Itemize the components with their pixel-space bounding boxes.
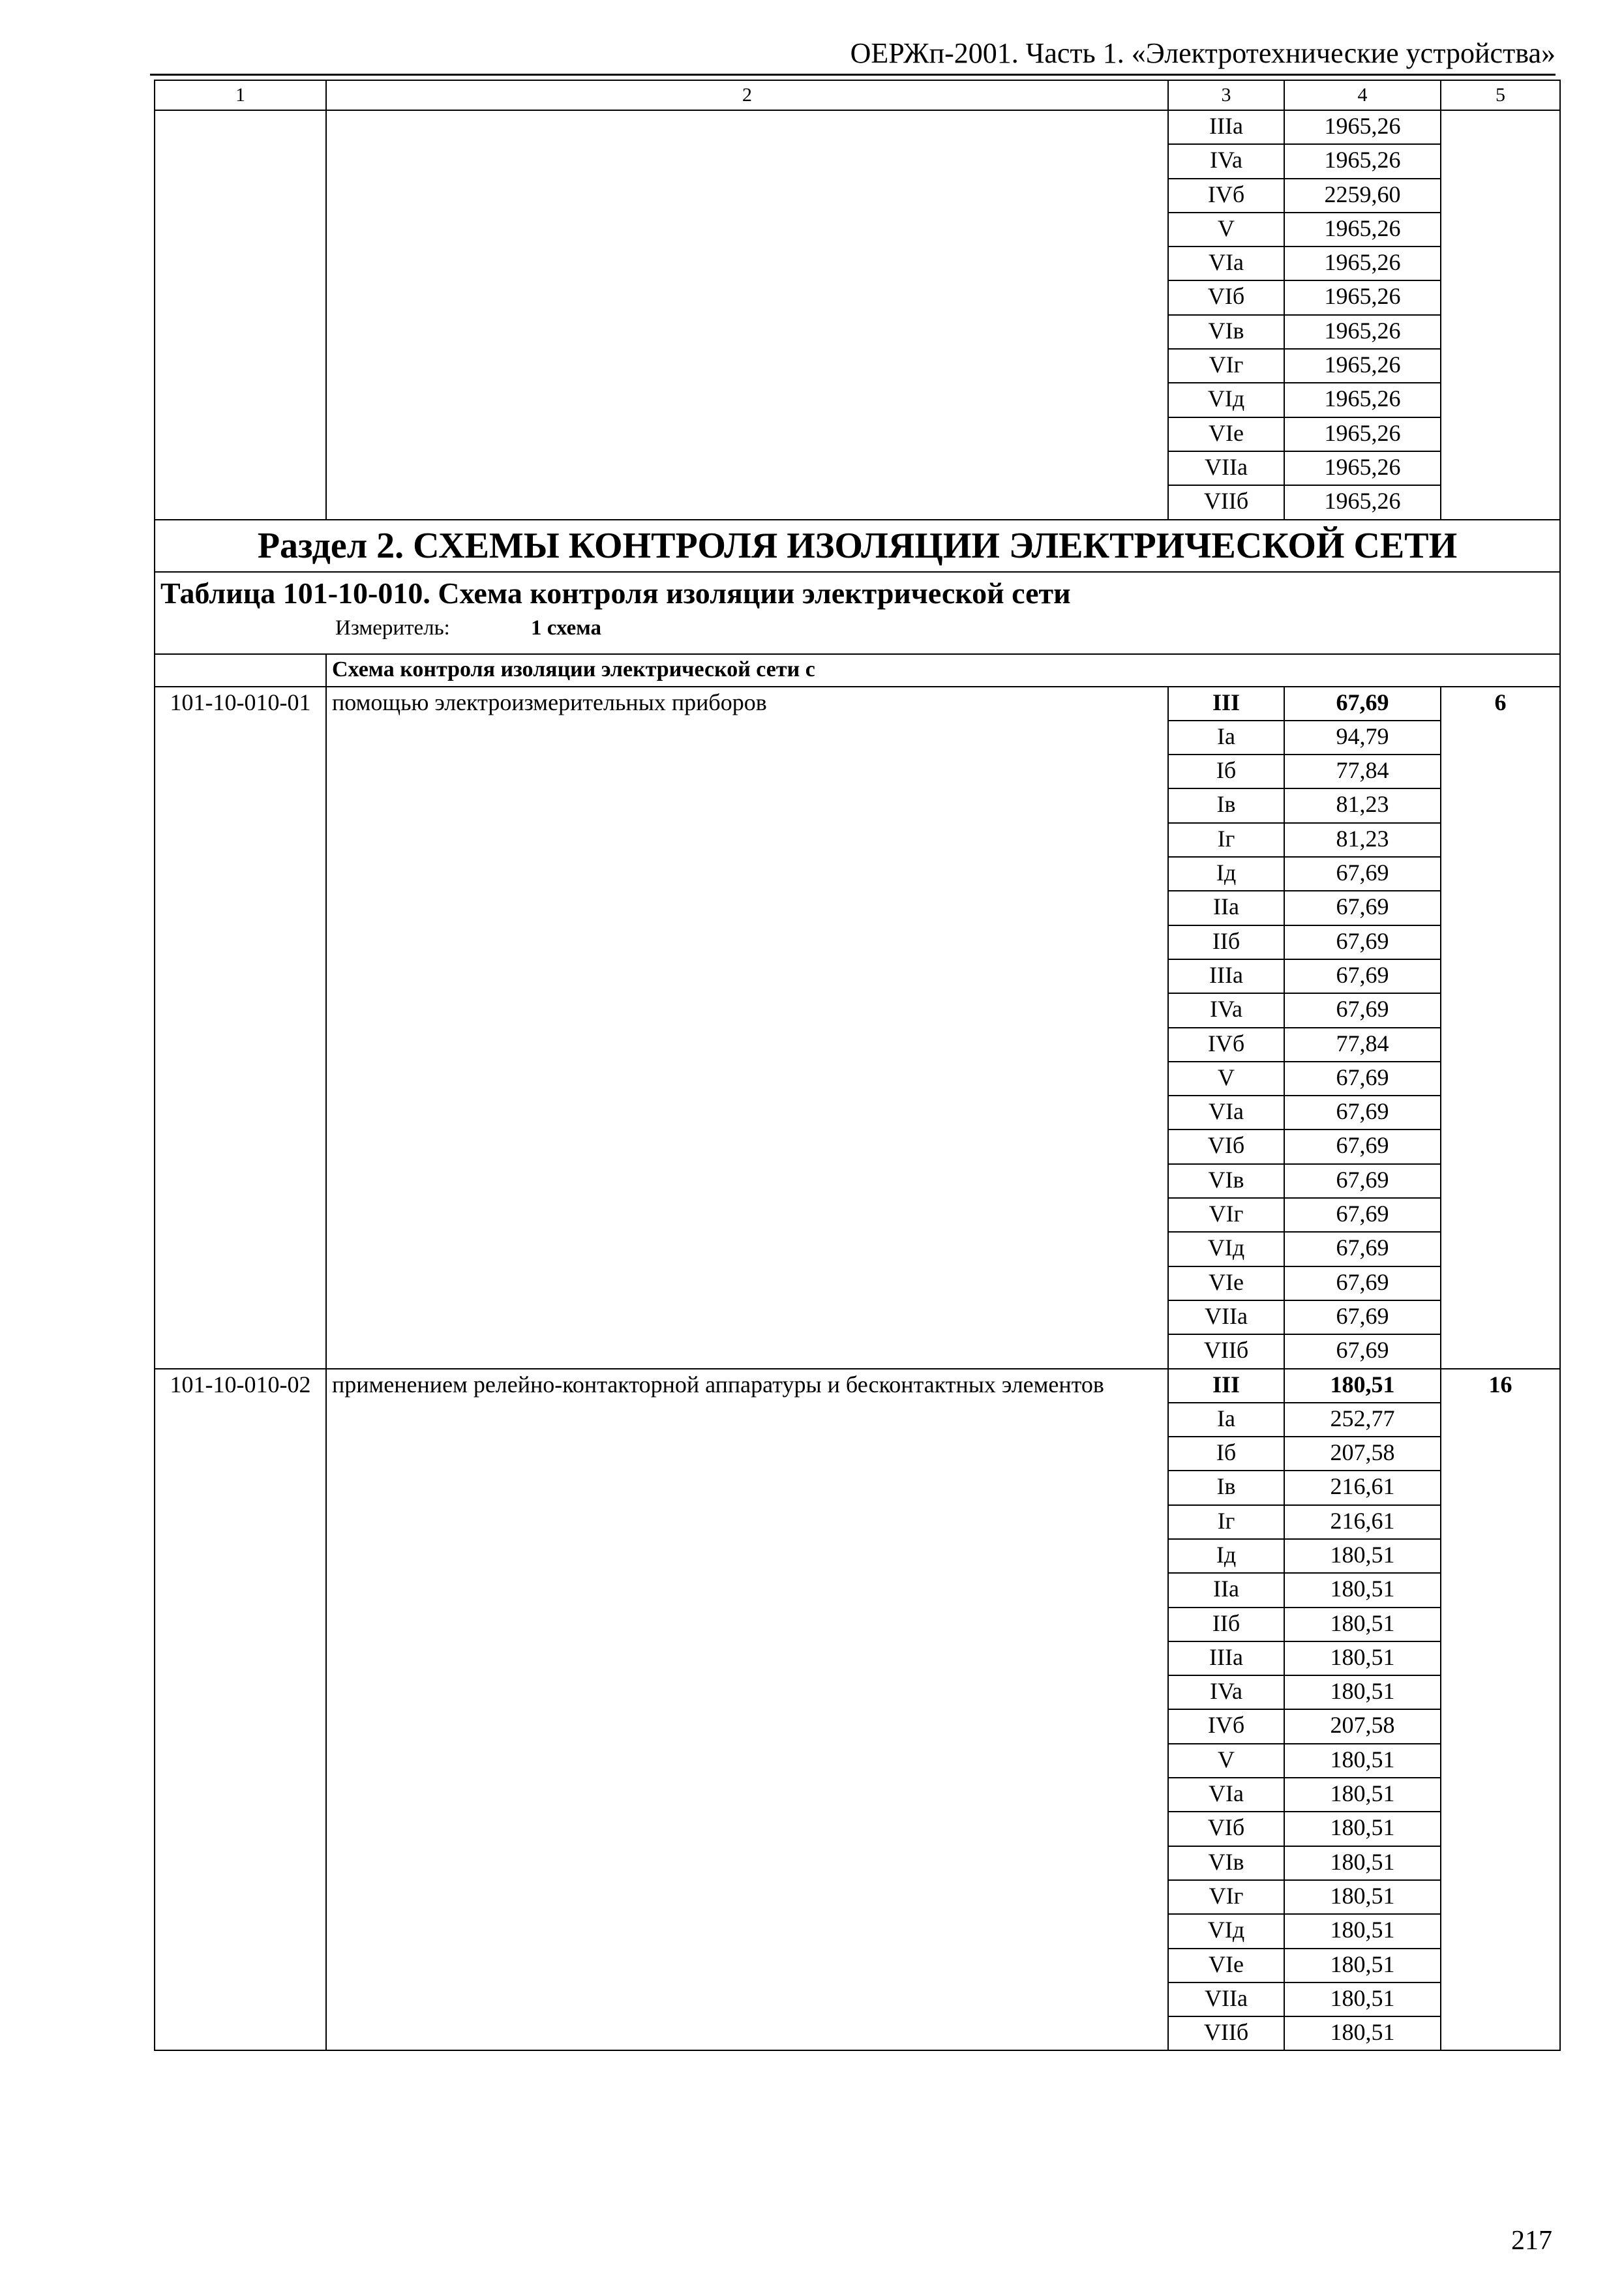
- region-cell: VIд: [1168, 1914, 1284, 1948]
- region-cell: VIIa: [1168, 1982, 1284, 2016]
- region-cell: VIa: [1168, 1778, 1284, 1812]
- value-cell: 67,69: [1284, 959, 1441, 993]
- value-cell: 67,69: [1284, 1334, 1441, 1368]
- region-cell: IIб: [1168, 1608, 1284, 1641]
- region-cell: VIд: [1168, 383, 1284, 417]
- value-cell: 1965,26: [1284, 485, 1441, 519]
- value-cell: 77,84: [1284, 755, 1441, 788]
- region-cell: VIa: [1168, 247, 1284, 280]
- value-cell: 67,69: [1284, 1266, 1441, 1300]
- value-cell: 1965,26: [1284, 144, 1441, 178]
- item-description: помощью электроизмерительных приборов: [326, 687, 1168, 1369]
- column-number-cell: 5: [1441, 80, 1560, 110]
- value-cell: 180,51: [1284, 1982, 1441, 2016]
- value-cell: 2259,60: [1284, 179, 1441, 213]
- region-cell: VIб: [1168, 1812, 1284, 1846]
- code-cell: [155, 110, 326, 520]
- value-cell: 180,51: [1284, 1744, 1441, 1778]
- rates-table: [154, 80, 1561, 2051]
- column-number-cell: 1: [155, 80, 326, 110]
- table-title: Таблица 101-10-010. Схема контроля изоляции электрической сети: [160, 576, 1071, 610]
- item-col5: 16: [1441, 1369, 1560, 2051]
- value-cell: 67,69: [1284, 1300, 1441, 1334]
- value-cell: 67,69: [1284, 857, 1441, 891]
- region-cell: IVa: [1168, 993, 1284, 1027]
- region-cell: IVб: [1168, 179, 1284, 213]
- region-cell: Iб: [1168, 1437, 1284, 1471]
- subheading-text: Схема контроля изоляции электрической сети с: [326, 654, 1560, 687]
- subheading-row: [155, 654, 1560, 687]
- region-cell: VIIб: [1168, 485, 1284, 519]
- region-cell: VIб: [1168, 1130, 1284, 1163]
- column-number-cell: 2: [326, 80, 1168, 110]
- page-number: 217: [1511, 2226, 1552, 2256]
- value-cell: 180,51: [1284, 1949, 1441, 1982]
- region-cell: V: [1168, 1744, 1284, 1778]
- region-cell: VIв: [1168, 1846, 1284, 1880]
- region-cell: Ia: [1168, 721, 1284, 755]
- region-cell: VIe: [1168, 1949, 1284, 1982]
- region-cell: Iб: [1168, 755, 1284, 788]
- measure-line: [160, 612, 1554, 644]
- value-cell: 216,61: [1284, 1505, 1441, 1539]
- item-col5: 6: [1441, 687, 1560, 1369]
- region-cell: V: [1168, 1062, 1284, 1096]
- rates-table-body: [155, 80, 1560, 2050]
- measure-value: 1 схема: [531, 616, 602, 640]
- region-cell: VIб: [1168, 280, 1284, 314]
- value-cell: 94,79: [1284, 721, 1441, 755]
- region-cell: IIa: [1168, 891, 1284, 925]
- value-cell: 216,61: [1284, 1471, 1441, 1504]
- region-cell: VIa: [1168, 1096, 1284, 1130]
- value-cell: 1965,26: [1284, 247, 1441, 280]
- value-cell: 81,23: [1284, 788, 1441, 822]
- region-cell: V: [1168, 213, 1284, 247]
- value-cell: 180,51: [1284, 1778, 1441, 1812]
- value-cell: 1965,26: [1284, 315, 1441, 349]
- value-cell: 1965,26: [1284, 417, 1441, 451]
- region-cell: Ia: [1168, 1403, 1284, 1437]
- region-cell: VIг: [1168, 1198, 1284, 1232]
- region-cell: Iв: [1168, 788, 1284, 822]
- base-region-cell: III: [1168, 1369, 1284, 1403]
- running-header: ОЕРЖп-2001. Часть 1. «Электротехнические устройства»: [850, 37, 1556, 69]
- region-cell: VIIa: [1168, 451, 1284, 485]
- region-cell: IVб: [1168, 1709, 1284, 1743]
- column-number-row: [155, 80, 1560, 110]
- measure-label: Измеритель:: [335, 616, 450, 640]
- value-cell: 67,69: [1284, 1232, 1441, 1266]
- region-cell: Iг: [1168, 1505, 1284, 1539]
- value-cell: 67,69: [1284, 925, 1441, 959]
- region-cell: VIIб: [1168, 2016, 1284, 2050]
- value-cell: 180,51: [1284, 1880, 1441, 1914]
- region-cell: IVa: [1168, 1675, 1284, 1709]
- region-cell: IIa: [1168, 1573, 1284, 1607]
- value-cell: 1965,26: [1284, 383, 1441, 417]
- value-cell: 67,69: [1284, 1096, 1441, 1130]
- section-title: Раздел 2. СХЕМЫ КОНТРОЛЯ ИЗОЛЯЦИИ ЭЛЕКТРИЧЕСКОЙ СЕТИ: [155, 520, 1560, 572]
- value-cell: 207,58: [1284, 1709, 1441, 1743]
- value-cell: 180,51: [1284, 1846, 1441, 1880]
- region-cell: IVa: [1168, 144, 1284, 178]
- region-cell: IVб: [1168, 1028, 1284, 1062]
- section-row: [155, 520, 1560, 572]
- region-cell: VIe: [1168, 417, 1284, 451]
- region-cell: Iд: [1168, 1539, 1284, 1573]
- value-cell: 180,51: [1284, 1641, 1441, 1675]
- item-code: 101-10-010-01: [155, 687, 326, 1369]
- item-code: 101-10-010-02: [155, 1369, 326, 2051]
- region-cell: VIIб: [1168, 1334, 1284, 1368]
- region-cell: VIIa: [1168, 1300, 1284, 1334]
- value-cell: 180,51: [1284, 1675, 1441, 1709]
- value-cell: 67,69: [1284, 1130, 1441, 1163]
- region-cell: VIe: [1168, 1266, 1284, 1300]
- item-row: [155, 687, 1560, 721]
- value-cell: 67,69: [1284, 1062, 1441, 1096]
- region-cell: IIIa: [1168, 959, 1284, 993]
- value-cell: 1965,26: [1284, 451, 1441, 485]
- value-cell: 67,69: [1284, 891, 1441, 925]
- table-title-cell: [155, 572, 1560, 654]
- value-cell: 67,69: [1284, 1198, 1441, 1232]
- value-cell: 1965,26: [1284, 110, 1441, 144]
- region-cell: IIIa: [1168, 110, 1284, 144]
- value-cell: 77,84: [1284, 1028, 1441, 1062]
- region-cell: VIв: [1168, 315, 1284, 349]
- value-cell: 207,58: [1284, 1437, 1441, 1471]
- region-cell: VIг: [1168, 349, 1284, 383]
- region-cell: VIв: [1168, 1164, 1284, 1198]
- column-number-cell: 4: [1284, 80, 1441, 110]
- value-cell: 252,77: [1284, 1403, 1441, 1437]
- value-cell: 1965,26: [1284, 213, 1441, 247]
- table-title-row: [155, 572, 1560, 654]
- base-value-cell: 67,69: [1284, 687, 1441, 721]
- region-cell: IIб: [1168, 925, 1284, 959]
- value-cell: 180,51: [1284, 1573, 1441, 1607]
- region-cell: Iг: [1168, 823, 1284, 857]
- region-cell: Iд: [1168, 857, 1284, 891]
- region-cell: IIIa: [1168, 1641, 1284, 1675]
- value-cell: 180,51: [1284, 1812, 1441, 1846]
- value-cell: 180,51: [1284, 1539, 1441, 1573]
- value-cell: 180,51: [1284, 2016, 1441, 2050]
- table-row: [155, 110, 1560, 144]
- base-value-cell: 180,51: [1284, 1369, 1441, 1403]
- item-row: [155, 1369, 1560, 1403]
- value-cell: 1965,26: [1284, 280, 1441, 314]
- item-description: применением релейно-контакторной аппаратуры и бесконтактных элементов: [326, 1369, 1168, 2051]
- subheading-code-cell: [155, 654, 326, 687]
- region-cell: VIд: [1168, 1232, 1284, 1266]
- region-cell: VIг: [1168, 1880, 1284, 1914]
- value-cell: 81,23: [1284, 823, 1441, 857]
- description-cell: [326, 110, 1168, 520]
- region-cell: Iв: [1168, 1471, 1284, 1504]
- value-cell: 1965,26: [1284, 349, 1441, 383]
- value-cell: 180,51: [1284, 1608, 1441, 1641]
- value-cell: 180,51: [1284, 1914, 1441, 1948]
- value-cell: 67,69: [1284, 1164, 1441, 1198]
- value-cell: 67,69: [1284, 993, 1441, 1027]
- col5-cell: [1441, 110, 1560, 520]
- header-rule: [150, 74, 1556, 76]
- column-number-cell: 3: [1168, 80, 1284, 110]
- base-region-cell: III: [1168, 687, 1284, 721]
